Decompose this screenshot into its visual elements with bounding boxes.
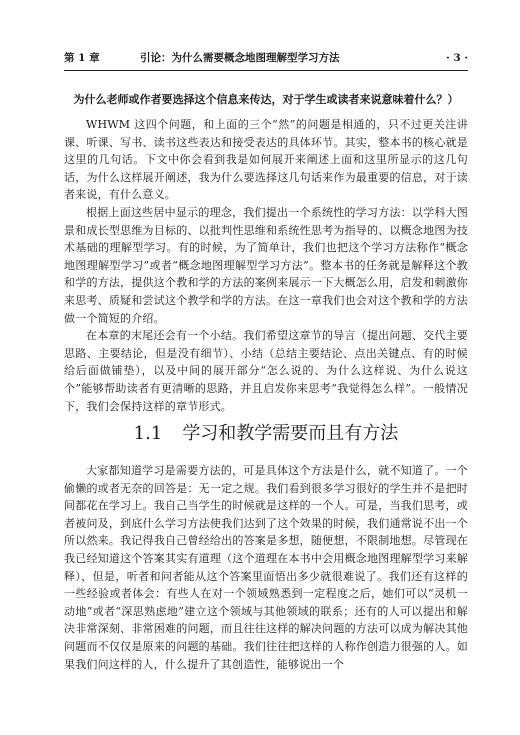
- intro-body: [64, 116, 468, 415]
- running-header: [64, 50, 468, 66]
- lead-question: 为什么老师或作者要选择这个信息来传达，对于学生或读者来说意味着什么？）: [73, 93, 459, 106]
- section-title: 学习和教学需要而且有方法: [182, 423, 399, 444]
- chapter-title: 引论：为什么需要概念地图理解型学习方法: [140, 52, 340, 64]
- header-divider: [64, 70, 468, 71]
- section-body: [64, 462, 468, 673]
- paragraph: WHWM 这四个问题，和上面的三个“然”的问题是相通的，只不过更关注讲课、听课、写书、读书这些表达和接受表达的具体环节。其实，整本书的核心就是这里的几句话。下文中你会看到我是如何展开来阐述上面和这里所显示的这几句话，为什么这样展开阐述，我为什么要选择这几句话来作为最重要的信息，对于读者来说，有什么意义。: [64, 118, 468, 202]
- page-number: · 3 ·: [446, 52, 468, 64]
- paragraph: 在本章的末尾还会有一个小结。我们希望这章节的导言（提出问题、交代主要思路、主要结论，但是没有细节）、小结（总结主要结论、点出关键点、有的时候给后面做铺垫），以及中间的展开部分“怎么说的、为什么这样说、为什么说这个”能够帮助读者有更清晰的思路，并且启发你来思考“我觉得怎么样”。一般情况下，我们会保持这样的章节形式。: [64, 329, 468, 413]
- section-heading: [64, 422, 468, 446]
- paragraph: 根据上面这些居中显示的理念，我们提出一个系统性的学习方法：以学科大图景和成长型思维为目标的、以批判性思维和系统性思考为指导的、以概念地图为技术基础的理解型学习。有的时候，为了简单计，我们也把这个学习方法称作“概念地图理解型学习”或者“概念地图理解型学习方法”。整本书的任务就是解释这个教和学的方法，提供这个教和学的方法的案例来展示一下大概怎么用，启发和刺激你来思考、质疑和尝试这个教学和学的方法。在这一章我们也会对这个教和学的方法做一个简短的介绍。: [64, 205, 468, 325]
- section-number: 1.1: [133, 423, 163, 444]
- paragraph: 大家都知道学习是需要方法的，可是具体这个方法是什么，就不知道了。一个偷懒的或者无奈的回答是：无一定之规。我们看到很多学习很好的学生并不是把时间都花在学习上。我自己当学生的时候就是这样的一个人。可是，当我们思考，或者被问及，到底什么学习方法使我们达到了这个效果的时候，我们通常说不出一个所以然来。我记得我自己曾经给出的答案是多想，随便想，不限制地想。尽管现在我已经知道这个答案其实有道理（这个道理在本书中会用概念地图理解型学习来解释），但是，听者和问者能从这个答案里面悟出多少就很难说了。我们还有这样的一些经验或者体会：有些人在对一个领域熟悉到一定程度之后，她们可以“灵机一动地”或者“深思熟虑地”建立这个领域与其他领域的联系；还有的人可以提出和解决非常深刻、非常困难的问题，而且往往这样的解决问题的方法可以成为解决其他问题而不仅仅是原来的问题的基础。我们往往把这样的人称作创造力很强的人。如果我们问这样的人，什么提升了其创造性，能够说出一个: [64, 464, 468, 671]
- chapter-label: 第 1 章: [64, 52, 100, 64]
